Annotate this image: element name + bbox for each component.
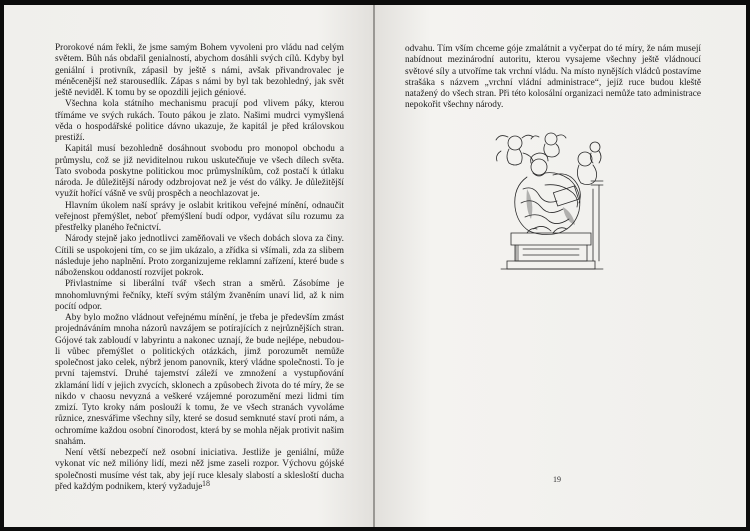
right-page-text — [405, 44, 701, 112]
left-page — [4, 5, 373, 527]
paragraph: Aby bylo možno vládnout veřejnému mínění, je třeba je především zmást projednáváním mnoha názorů navzájem se potírajících z nejrůznějších stran. Gójové tak zabloudí v labyrintu a nakonec uznají, že bude nejlépe, nebudou-li vůbec přemýšlet o politických otázkách, jimž porozumět nemůže společnost jako celek, nýbrž jenom panovník, který vládne společnosti. To je první tajemství. Druhé tajemství záleží ve zmnožení a vystupňování zklamání lidí v jejich zvycích, sklonech a způsobech života do té míry, že se nikdo v chaosu nevyzná a veškeré vzájemné porozumění mezi lidmi tím zmizí. Tyto kroky nám poslouží k tomu, že ve všech stranách vyvoláme různice, znesvářime všechny síly, které se dosud semknuté staví proti nám, a ochromíme každou osobní činorodost, která by se mohla nějak protivit našim snahám. — [55, 313, 344, 447]
paragraph: Národy stejně jako jednotlivci zaměňovali ve všech dobách slova za činy. Cítili se uspokojeni tím, co se jim ukázalo, a zřídka si všímali, zda za slibem následuje jeho naplnění. Proto zorganizujeme reklamní zařízení, které bude s náboženskou oddaností rozvíjet pokrok. — [55, 234, 344, 278]
paragraph: Není větší nebezpečí než osobní iniciativa. Jestliže je geniální, může vykonat víc než milióny lidí, mezi něž jsme zaseli rozpor. Výchovu gójské společnosti musíme vést tak, aby její ruce klesaly slabostí a sklesloští ducha před každým podnikem, který vyžaduje — [55, 448, 344, 492]
paragraph: Kapitál musí bezohledně dosáhnout svobodu pro monopol obchodu a průmyslu, což se již neviditelnou rukou uskutečňuje ve všech dílech světa. Tato svoboda poskytne politickou moc průmyslníkům, což postačí k útlaku národa. Je důležitější národy odzbrojovat než je vést do války. Je důležitější využít hořící vášně ve svůj prospěch a neochlazovat je. — [55, 144, 344, 200]
left-page-text — [55, 43, 344, 493]
paragraph: Všechna kola státního mechanismu pracují pod vlivem páky, kterou třímáme ve svých rukách. Touto pákou je zlato. Našimi mudrci vymyšlená věda o hospodářské politice dávno ukazuje, že kapitál je před královskou prestiží. — [55, 99, 344, 143]
paragraph: Prorokové nám řekli, že jsme samým Bohem vyvoleni pro vládu nad celým světem. Bůh nás obdařil genialností, abychom dosáhli svých cílů. Kdyby byl geniální i protivník, zápasil by ještě s námi, avšak přivandrovalec je méněcenější než starousedlík. Zápas s námi by byl tak bezohledný, jak svět ještě neviděl. K tomu by se opozdili jejich géniové. — [55, 43, 344, 98]
engraving-icon — [493, 129, 613, 277]
right-page — [375, 5, 746, 527]
paragraph: odvahu. Tím vším chceme góje zmalátnit a vyčerpat do té míry, že nám musejí nabídnout mezinárodní autoritu, kterou vysajeme všechny ještě vládnoucí světové síly a utvoříme tak vrchní vládu. Na místo nynějších vládců postavíme strašáka s názvem „vrchní vládní administrace“, jejíž ruce budou kleště natažený do všech stran. Při této kolosální organizaci nemůže tato administrace nepokořit všechny národy. — [405, 44, 701, 111]
paragraph: Hlavním úkolem naší správy je oslabit kritikou veřejné mínění, odnaučit veřejnost přemýšlet, neboť přemýšlení budí odpor, vydávat sílu rozumu za přestřelky planého řečnictví. — [55, 200, 344, 233]
paragraph: Přivlastníme si liberální tvář všech stran a směrů. Zásobíme je mnohomluvnými řečníky, kteří svým stálým žvaněním unaví lid, až k nim pocítí odpor. — [55, 279, 344, 312]
page-number: 19 — [553, 475, 561, 484]
page-number: 18 — [202, 479, 210, 488]
book-spread — [4, 5, 746, 527]
